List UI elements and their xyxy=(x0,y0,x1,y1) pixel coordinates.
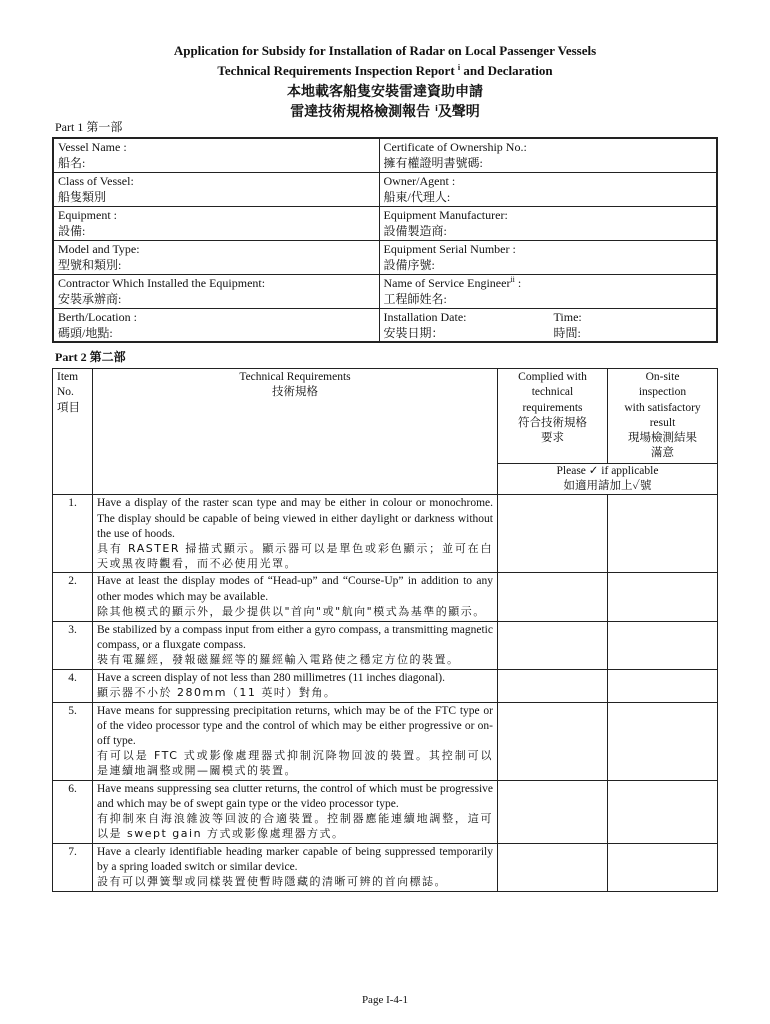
part1-field-right[interactable]: Name of Service Engineer$^{ii}$ : 工程師姓名: xyxy=(379,274,717,308)
requirement-zh: 顯示器不小於 280mm（11 英吋）對角。 xyxy=(97,686,337,699)
item-number: 7. xyxy=(53,843,93,891)
onsite-checkbox-cell[interactable] xyxy=(608,780,718,843)
header-complied: Complied with technical requirements 符合技術規格 要求 xyxy=(498,369,608,464)
requirement-en: Have at least the display modes of “Head-up” and “Course-Up” in addition to any other modes which may be available. xyxy=(97,575,493,603)
field-label-zh: 船隻類別 xyxy=(58,189,107,204)
field-label: Equipment Serial Number : xyxy=(383,241,516,256)
part1-field-left[interactable] xyxy=(53,274,379,308)
time-label-zh: 時間: xyxy=(553,325,581,340)
part1-field-right[interactable] xyxy=(379,138,717,172)
requirement-row xyxy=(53,495,718,573)
part2-table xyxy=(52,368,718,892)
requirement-row xyxy=(53,669,718,702)
field-label: Certificate of Ownership No.: xyxy=(383,140,527,154)
item-number: 6. xyxy=(53,780,93,843)
requirement-row xyxy=(53,843,718,891)
item-number: 4. xyxy=(53,669,93,702)
onsite-checkbox-cell[interactable] xyxy=(608,495,718,573)
requirement-zh: 有可以是 FTC 式或影像處理器式抑制沉降物回波的裝置。其控制可以是連續地調整或開—關模式的裝置。 xyxy=(97,749,493,778)
part1-field-right[interactable] xyxy=(379,240,717,274)
complied-checkbox-cell[interactable] xyxy=(498,621,608,669)
requirement-en: Have means suppressing sea clutter returns, the control of which must be progressive and which may be of swept gain type or the video processor type. xyxy=(97,782,493,810)
complied-checkbox-cell[interactable] xyxy=(498,573,608,621)
onsite-checkbox-cell[interactable] xyxy=(608,621,718,669)
requirement-text xyxy=(93,669,498,702)
part1-label: Part 1 第一部 xyxy=(55,120,123,134)
field-label: Name of Service Engineer xyxy=(383,275,511,290)
requirement-en: Have a display of the raster scan type and may be either in colour or monochrome. The display should be capable of being viewed in either daylight or darkness without the use of hoods. xyxy=(97,497,493,540)
field-label-zh: 設備: xyxy=(58,223,86,238)
requirement-en: Have means for suppressing precipitation returns, which may be of the FTC type or of the video processor type and the control of which may be either progressive or on-off type. xyxy=(97,704,493,748)
part1-row xyxy=(53,206,717,240)
field-label-zh: 擁有權證明書號碼: xyxy=(383,156,483,171)
installation-date-field[interactable]: Installation Date: Time: 安裝日期： 時間: xyxy=(379,308,717,342)
part1-row xyxy=(53,240,717,274)
part1-row xyxy=(53,172,717,206)
field-label: Vessel Name : xyxy=(58,140,127,154)
requirement-text xyxy=(93,621,498,669)
part1-table xyxy=(52,137,718,343)
title-line-4: 雷達技術規格檢測報告 $^i$及聲明 xyxy=(290,104,480,120)
requirement-row xyxy=(53,621,718,669)
time-label: Time: xyxy=(553,309,582,324)
field-label: Class of Vessel: xyxy=(58,173,134,188)
requirement-zh: 有抑制來自海浪雜波等回波的合適裝置。控制器應能連續地調整，這可以是 swept gain 方式或影像處理器方式。 xyxy=(97,812,493,840)
requirement-text xyxy=(93,495,498,573)
complied-checkbox-cell[interactable] xyxy=(498,780,608,843)
onsite-checkbox-cell[interactable] xyxy=(608,702,718,780)
item-number: 5. xyxy=(53,702,93,780)
field-label-zh: 安裝承辦商: xyxy=(58,291,122,306)
part1-field-left[interactable] xyxy=(53,240,379,274)
part1-row xyxy=(53,138,717,172)
field-label: Contractor Which Installed the Equipment: xyxy=(58,275,266,290)
requirement-row xyxy=(53,702,718,780)
header-technical-requirements: Technical Requirements 技術規格 xyxy=(93,369,498,495)
title-line-2: Technical Requirements Inspection Report $^i$ and Declaration xyxy=(217,63,553,78)
header-onsite-inspection: On-site inspection with satisfactory result 現場檢測結果 滿意 xyxy=(608,369,718,464)
item-number: 3. xyxy=(53,621,93,669)
complied-checkbox-cell[interactable] xyxy=(498,495,608,573)
part1-row xyxy=(53,274,717,308)
complied-checkbox-cell[interactable] xyxy=(498,843,608,891)
requirement-en: Have a clearly identifiable heading marker capable of being suppressed temporarily by a spring loaded switch or similar device. xyxy=(97,845,493,873)
requirement-en: Have a screen display of not less than 280 millimetres (11 inches diagonal). xyxy=(97,671,445,684)
requirement-zh: 除其他模式的顯示外，最少提供以"首向"或"航向"模式為基準的顯示。 xyxy=(97,604,486,618)
title-line-1: Application for Subsidy for Installation of Radar on Local Passenger Vessels xyxy=(173,43,597,58)
requirement-row xyxy=(53,780,718,843)
please-tick-note: Please ✓ if applicable 如適用請加上✓號 xyxy=(498,463,718,495)
onsite-checkbox-cell[interactable] xyxy=(608,573,718,621)
title-line-3: 本地載客船隻安裝雷達資助申請 xyxy=(287,84,483,100)
page-number: Page I-4-1 xyxy=(361,994,409,1006)
part2-label: Part 2 第二部 xyxy=(55,350,126,364)
header-item-no: Item No. 項目 xyxy=(53,369,93,495)
field-label: Model and Type: xyxy=(58,241,140,256)
field-label: Equipment : xyxy=(58,207,117,222)
item-number: 1. xyxy=(53,495,93,573)
requirement-en: Be stabilized by a compass input from either a gyro compass, a transmitting magnetic compass, or a fluxgate compass. xyxy=(97,623,493,651)
part1-field-left[interactable] xyxy=(53,206,379,240)
field-label-zh: 設備製造商: xyxy=(383,223,447,238)
requirement-row xyxy=(53,573,718,621)
complied-checkbox-cell[interactable] xyxy=(498,669,608,702)
requirement-text xyxy=(93,780,498,843)
onsite-checkbox-cell[interactable] xyxy=(608,669,718,702)
requirement-text xyxy=(93,843,498,891)
field-label-zh: 設備序號: xyxy=(383,257,435,272)
item-number: 2. xyxy=(53,573,93,621)
requirement-zh: 具有 RASTER 掃描式顯示。顯示器可以是單色或彩色顯示；並可在白天或黑夜時觀看，而不必使用光罩。 xyxy=(97,542,493,570)
requirement-zh: 設有可以彈簧掣或同樣裝置使暫時隱藏的清晰可辨的首向標誌。 xyxy=(97,875,447,889)
requirement-text xyxy=(93,573,498,621)
requirement-text xyxy=(93,702,498,780)
field-label-zh: 船名: xyxy=(58,156,86,171)
berth-location-field[interactable]: Berth/Location : 碼頭/地點: xyxy=(53,308,379,342)
field-label: Equipment Manufacturer: xyxy=(383,207,508,222)
field-label-zh: 船東/代理人: xyxy=(383,189,451,204)
complied-checkbox-cell[interactable] xyxy=(498,702,608,780)
field-label-zh: 型號和類別: xyxy=(58,257,122,272)
field-label-zh: 工程師姓名: xyxy=(383,291,447,306)
onsite-checkbox-cell[interactable] xyxy=(608,843,718,891)
field-label: Owner/Agent : xyxy=(383,173,456,188)
part1-field-right[interactable] xyxy=(379,206,717,240)
part1-field-right[interactable] xyxy=(379,172,717,206)
part1-field-left[interactable] xyxy=(53,172,379,206)
part1-field-left[interactable] xyxy=(53,138,379,172)
requirement-zh: 裝有電羅經，發報磁羅經等的羅經輸入電路使之穩定方位的裝置。 xyxy=(97,653,460,667)
